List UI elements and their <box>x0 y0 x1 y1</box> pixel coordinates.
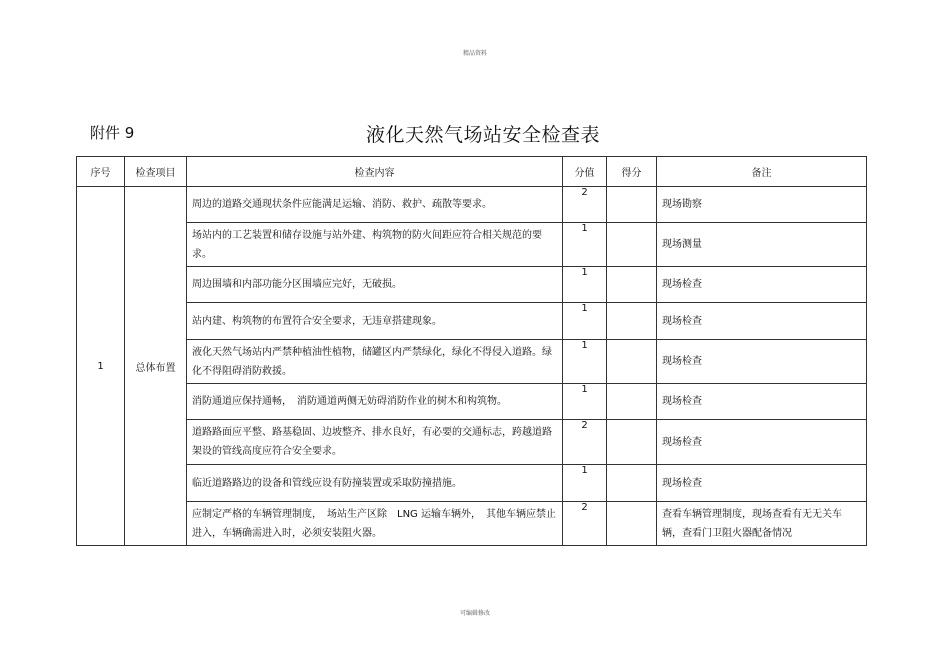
row-obtained-cell[interactable] <box>607 187 657 223</box>
row-obtained-cell[interactable] <box>607 223 657 267</box>
row-content: 道路路面应平整、路基稳固、边坡整齐、排水良好，有必要的交通标志，跨越道路架设的管线高度应符合安全要求。 <box>187 420 563 465</box>
row-score: 1 <box>563 303 607 340</box>
row-content: 周边围墙和内部功能分区围墙应完好，无破损。 <box>187 267 563 303</box>
table-row <box>77 465 867 502</box>
row-obtained-cell[interactable] <box>607 420 657 465</box>
row-score: 1 <box>563 465 607 502</box>
table-row <box>77 267 867 303</box>
row-content: 消防通道应保持通畅， 消防通道两侧无妨碍消防作业的树木和构筑物。 <box>187 384 563 420</box>
row-score: 2 <box>563 502 607 546</box>
row-score: 1 <box>563 223 607 267</box>
header-note: 精品资料 <box>462 50 487 57</box>
row-obtained-cell[interactable] <box>607 465 657 502</box>
row-score: 2 <box>563 420 607 465</box>
row-score: 1 <box>563 267 607 303</box>
table-row <box>77 303 867 340</box>
row-obtained-cell[interactable] <box>607 267 657 303</box>
row-content: 液化天然气场站内严禁种植油性植物，储罐区内严禁绿化，绿化不得侵入道路。绿化不得阻碍消防救援。 <box>187 340 563 384</box>
row-content: 临近道路路边的设备和管线应设有防撞装置或采取防撞措施。 <box>187 465 563 502</box>
table-row <box>77 384 867 420</box>
row-obtained-cell[interactable] <box>607 384 657 420</box>
row-obtained-cell[interactable] <box>607 340 657 384</box>
row-note: 现场检查 <box>657 465 867 502</box>
footer-note: 可编辑修改 <box>459 610 490 617</box>
row-note: 现场检查 <box>657 340 867 384</box>
row-note: 查看车辆管理制度，现场查看有无无关车辆，查看门卫阻火器配备情况 <box>657 502 867 546</box>
row-note: 现场勘察 <box>657 187 867 223</box>
row-score: 2 <box>563 187 607 223</box>
group-item: 总体布置 <box>125 187 187 546</box>
row-obtained-cell[interactable] <box>607 502 657 546</box>
table-row <box>77 340 867 384</box>
table-header-row <box>77 157 867 187</box>
column-header-score: 分值 <box>563 157 607 187</box>
attachment-label: 附件 9 <box>90 124 135 142</box>
table-row <box>77 502 867 546</box>
table-row <box>77 223 867 267</box>
table-row <box>77 420 867 465</box>
row-note: 现场检查 <box>657 420 867 465</box>
column-header-content: 检查内容 <box>187 157 563 187</box>
column-header-obtained: 得分 <box>607 157 657 187</box>
column-header-item: 检查项目 <box>125 157 187 187</box>
row-obtained-cell[interactable] <box>607 303 657 340</box>
row-score: 1 <box>563 340 607 384</box>
row-content: 周边的道路交通现状条件应能满足运输、消防、救护、疏散等要求。 <box>187 187 563 223</box>
row-content: 场站内的工艺装置和储存设施与站外建、构筑物的防火间距应符合相关规范的要求。 <box>187 223 563 267</box>
column-header-note: 备注 <box>657 157 867 187</box>
column-header-no: 序号 <box>77 157 125 187</box>
row-note: 现场检查 <box>657 267 867 303</box>
row-note: 现场检查 <box>657 384 867 420</box>
row-content: 应制定严格的车辆管理制度， 场站生产区除 LNG 运输车辆外， 其他车辆应禁止进入，车辆确需进入时，必须安装阻火器。 <box>187 502 563 546</box>
table-row <box>77 187 867 223</box>
row-note: 现场测量 <box>657 223 867 267</box>
row-note: 现场检查 <box>657 303 867 340</box>
row-score: 1 <box>563 384 607 420</box>
inspection-table <box>76 156 867 546</box>
group-number: 1 <box>77 187 125 546</box>
page-title: 液化天然气场站安全检查表 <box>366 124 601 146</box>
row-content: 站内建、构筑物的布置符合安全要求，无违章搭建现象。 <box>187 303 563 340</box>
